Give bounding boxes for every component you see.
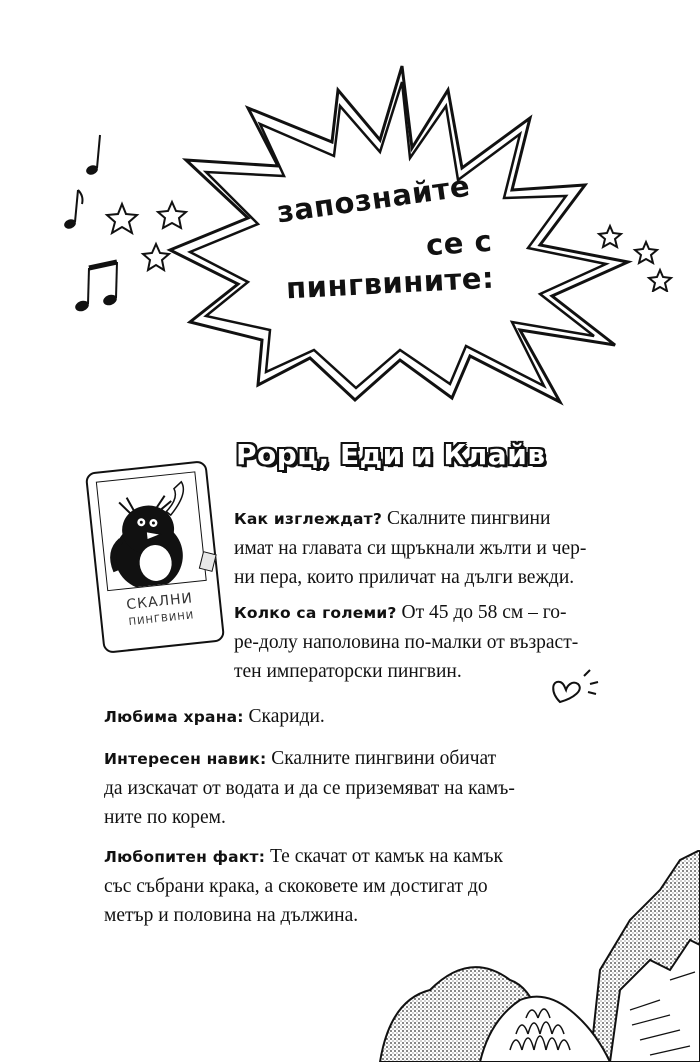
penguin-photo — [96, 471, 207, 591]
left-stars-icon — [104, 198, 194, 278]
rockhopper-penguin-icon — [97, 472, 206, 590]
burst-title-line-1: запознайте — [274, 168, 473, 230]
fact-habit-label: Интересен навик: — [104, 750, 267, 768]
fact-size-label: Колко са големи? — [234, 604, 397, 622]
fact-appearance-line-1 — [234, 504, 674, 534]
fact-food — [104, 702, 664, 732]
fact-size-text-3: тен императорски пингвин. — [234, 661, 462, 682]
fact-food-text-1: Скариди. — [248, 706, 325, 727]
rocks-illustration-icon — [370, 850, 700, 1062]
fact-curious-text-3: метър и половина на дължина. — [104, 905, 359, 926]
fact-appearance-text-3: ни пера, които приличат на дълги вежди. — [234, 567, 575, 588]
fact-appearance-text-1: Скалните пингвини — [386, 508, 551, 529]
fact-appearance-text-2: имат на главата си щръкнали жълти и чер- — [234, 538, 587, 559]
fact-size — [234, 598, 674, 686]
fact-curious-label: Любопитен факт: — [104, 848, 266, 866]
fact-habit-text-3: ните по корем. — [104, 807, 226, 828]
right-stars-icon — [596, 222, 676, 292]
fact-appearance-label: Как изглеждат? — [234, 510, 383, 528]
fact-habit — [104, 744, 664, 832]
burst-title-line-3: пингвините: — [285, 260, 495, 306]
fact-curious-text-1: Те скачат от камък на камък — [270, 846, 503, 867]
fact-habit-text-2: да изскачат от водата и да се приземяват на камъ- — [104, 778, 515, 799]
penguin-photo-card — [85, 460, 225, 654]
fact-food-label: Любима храна: — [104, 708, 244, 726]
burst-title-line-2: се с — [424, 223, 494, 263]
fact-appearance — [234, 504, 674, 592]
photo-label-main: СКАЛНИ — [125, 590, 194, 614]
photo-tape — [199, 551, 217, 572]
section-subtitle: Рорц, Еди и Клайв — [236, 438, 546, 471]
fact-curious-text-2: със събрани крака, а скоковете им достигат до — [104, 876, 488, 897]
fact-habit-line-1 — [104, 744, 664, 774]
fact-size-text-1: От 45 до 58 см – го- — [401, 602, 567, 623]
fact-food-line-1 — [104, 702, 664, 732]
photo-label-sub: ПИНГВИНИ — [128, 610, 195, 629]
fact-size-text-2: ре-долу наполовина по-малки от възраст- — [234, 632, 579, 653]
fact-habit-text-1: Скалните пингвини обичат — [271, 748, 497, 769]
fact-size-line-1 — [234, 598, 674, 628]
